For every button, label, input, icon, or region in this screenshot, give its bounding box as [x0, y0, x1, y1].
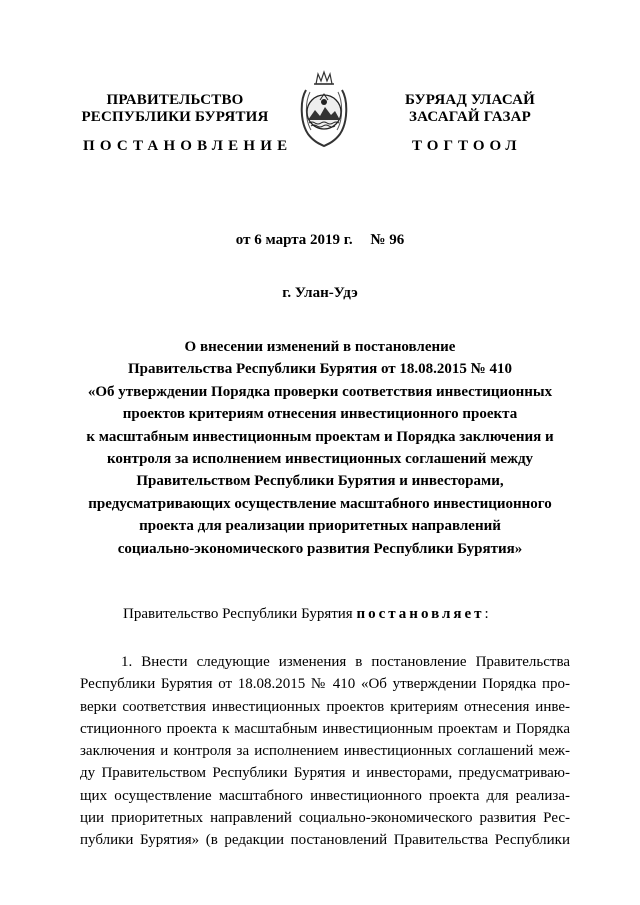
body-paragraph: [80, 651, 570, 852]
title-line: к масштабным инвестиционным проектам и Порядка заключения и: [86, 428, 554, 445]
title-line: Правительством Республики Бурятия и инвесторами,: [136, 473, 504, 490]
header-left-line2: РЕСПУБЛИКИ БУРЯТИЯ: [81, 109, 269, 125]
document-date: от 6 марта 2019 г.: [235, 232, 353, 248]
body-line: публики Бурятия» (в редакции постановлений Правительства Республики: [80, 832, 570, 849]
title-line: проекта для реализации приоритетных направлений: [139, 518, 501, 535]
body-line: стиционного проекта к масштабным инвестиционным проектам и Порядка: [80, 720, 570, 737]
header-right-line2: ЗАСАГАЙ ГАЗАР: [409, 109, 531, 125]
decree-colon: :: [484, 606, 489, 622]
header-left: [80, 92, 270, 126]
body-line: Республики Бурятия от 18.08.2015 № 410 «Об утверждении Порядка про-: [80, 676, 570, 693]
title-line: О внесении изменений в постановление: [184, 339, 456, 355]
header-right: [380, 92, 560, 126]
body-line: 1. Внести следующие изменения в постановление Правительства: [121, 654, 570, 670]
title-line: предусматривающих осуществление масштабного инвестиционного: [88, 495, 552, 512]
header-right-line1: БУРЯАД УЛАСАЙ: [404, 92, 536, 108]
republic-of-buryatia-emblem-icon: [292, 70, 356, 150]
title-line: социально-экономического развития Республики Бурятия»: [117, 540, 523, 557]
body-line: щих осуществление масштабного инвестиционного проекта для реализа-: [80, 787, 570, 804]
body-line: верки соответствия инвестиционных проектов критериям отнесения инве-: [80, 698, 570, 715]
doc-type-left: ПОСТАНОВЛЕНИЕ: [83, 138, 293, 154]
title-line: «Об утверждении Порядка проверки соответствия инвестиционных: [87, 383, 553, 400]
title-line: контроля за исполнением инвестиционных соглашений между: [106, 451, 534, 468]
body-line: ду Правительством Республики Бурятия и инвесторами, предусматриваю-: [80, 765, 570, 782]
document-number: № 96: [370, 232, 405, 248]
body-line: заключения и контроля за исполнением инвестиционных соглашений меж-: [80, 743, 570, 760]
document-title: [60, 336, 580, 560]
doc-type-right: ТОГТООЛ: [412, 138, 522, 154]
decree-subject: Правительство Республики Бурятия: [123, 606, 357, 622]
title-line: проектов критериям отнесения инвестиционного проекта: [122, 406, 518, 423]
document-city: г. Улан-Удэ: [282, 285, 358, 301]
body-line: ции приоритетных направлений социально-экономического развития Рес-: [80, 810, 570, 827]
header-left-line1: ПРАВИТЕЛЬСТВО: [106, 92, 244, 108]
date-number-line: [0, 232, 640, 249]
decree-line: [123, 606, 489, 623]
decree-verb: постановляет: [356, 606, 485, 622]
title-line: Правительства Республики Бурятия от 18.08.2015 № 410: [127, 361, 512, 378]
